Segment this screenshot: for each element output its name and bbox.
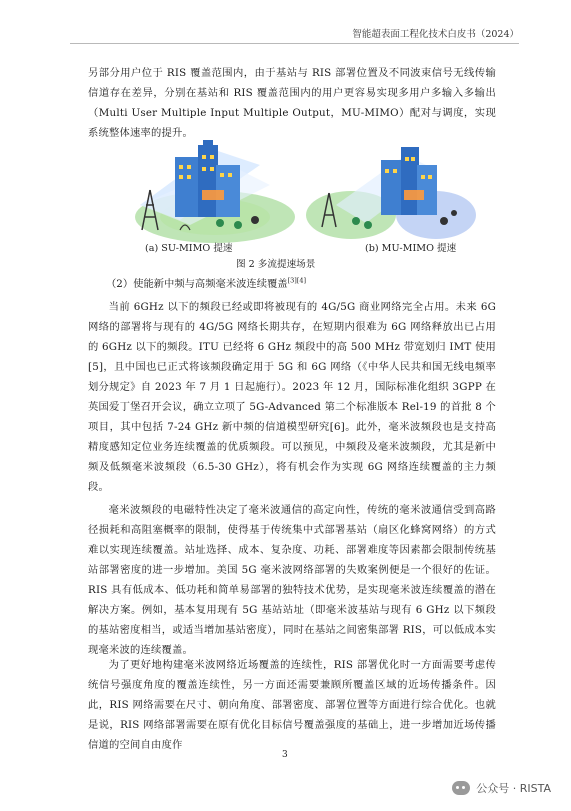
paragraph-near-field <box>88 655 496 755</box>
intro-paragraph <box>88 63 496 143</box>
figure-2 <box>120 135 480 255</box>
running-header: 智能超表面工程化技术白皮书（2024） <box>352 29 519 40</box>
paragraph-mmwave-text: 毫米波频段的电磁特性决定了毫米波通信的高定向性，传统的毫米波通信受到高路径损耗和高阻塞概率的限制，使得基于传统集中式部署基站（扇区化蜂窝网络）的方式难以实现连续覆盖。站址选择、成本、复杂度、功耗、部署难度等因素都会限制传统基站部署密度的进一步增加。美国 5G 毫米波网络部署的失败案例便是一个很好的佐证。RIS 具有低成本、低功耗和简单易部署的独特技术优势，是实现毫米波连续覆盖的潜在解决方案。例如，基本复用现有 5G 基站站址（即毫米波基站与现有 6 GHz 以下频段的基站密度相当，或适当增加基站密度），同时在基站之间密集部署 RIS，可以低成本实现毫米波的连续覆盖。 <box>88 504 496 656</box>
section-heading-ref: [3][4] <box>287 276 307 285</box>
paragraph-spectrum <box>88 297 496 497</box>
figure-caption-a: (a) SU-MIMO 提速 <box>145 243 233 254</box>
figure-title: 图 2 多流提速场景 <box>236 259 316 270</box>
mu-mimo-illustration <box>296 135 476 250</box>
section-heading <box>106 275 306 290</box>
header-rule <box>70 43 519 44</box>
page-number: 3 <box>282 750 288 760</box>
intro-text: 另部分用户位于 RIS 覆盖范围内，由于基站与 RIS 部署位置及不同波束信号无线传输信道存在差异，分别在基站和 RIS 覆盖范围内的用户更容易实现多用户多输入多输出（Multi User Multiple Input Multiple Output，MU-MIMO）配对与调度，实现系统整体速率的提升。 <box>88 67 496 139</box>
watermark-text: 公众号 · RISTA <box>476 782 551 795</box>
paragraph-spectrum-text: 当前 6GHz 以下的频段已经或即将被现有的 4G/5G 商业网络完全占用。未来 6G 网络的部署将与现有的 4G/5G 网络长期共存，在短期内很难为 6G 网络释放出已占用的 6GHz 以下的频段。ITU 已经将 6 GHz 频段中的高 500 MHz 带宽划归 IMT 使用[5]，且中国也已正式将该频段确定用于 5G 和 6G 网络（《中华人民共和国无线电频率划分规定》自 2023 年 7 月 1 日起施行）。2023 年 12 月，国际标准化组织 3GPP 在英国爱丁堡召开会议，确立立项了 5G-Advanced 第二个标准版本 Rel-19 的首批 8 个项目，其中包括 7-24 GHz 新中频的信道模型研究[6]。此外，毫米波频段也是支持高精度感知定位业务连续覆盖的优质频段。可以预见，中频段及毫米波频段，尤其是新中频及低频毫米波频段（6.5-30 GHz），将有机会作为实现 6G 网络连续覆盖的主力频段。 <box>88 301 496 493</box>
section-heading-text: （2）使能新中频与高频毫米波连续覆盖 <box>106 278 288 290</box>
watermark <box>452 780 551 796</box>
wechat-icon <box>452 781 470 795</box>
paragraph-mmwave <box>88 500 496 660</box>
su-mimo-illustration <box>120 135 295 250</box>
paragraph-near-field-text: 为了更好地构建毫米波网络近场覆盖的连续性，RIS 部署优化时一方面需要考虑传统信号强度角度的覆盖连续性，另一方面还需要兼顾所覆盖区域的近场传播条件。因此，RIS 网络需要在尺寸、朝向角度、部署密度、部署位置等方面进行综合优化。也就是说，RIS 网络部署需要在原有优化目标信号覆盖强度的基础上，进一步增加近场传播信道的空间自由度作 <box>88 659 496 751</box>
figure-caption-b: (b) MU-MIMO 提速 <box>365 243 457 254</box>
